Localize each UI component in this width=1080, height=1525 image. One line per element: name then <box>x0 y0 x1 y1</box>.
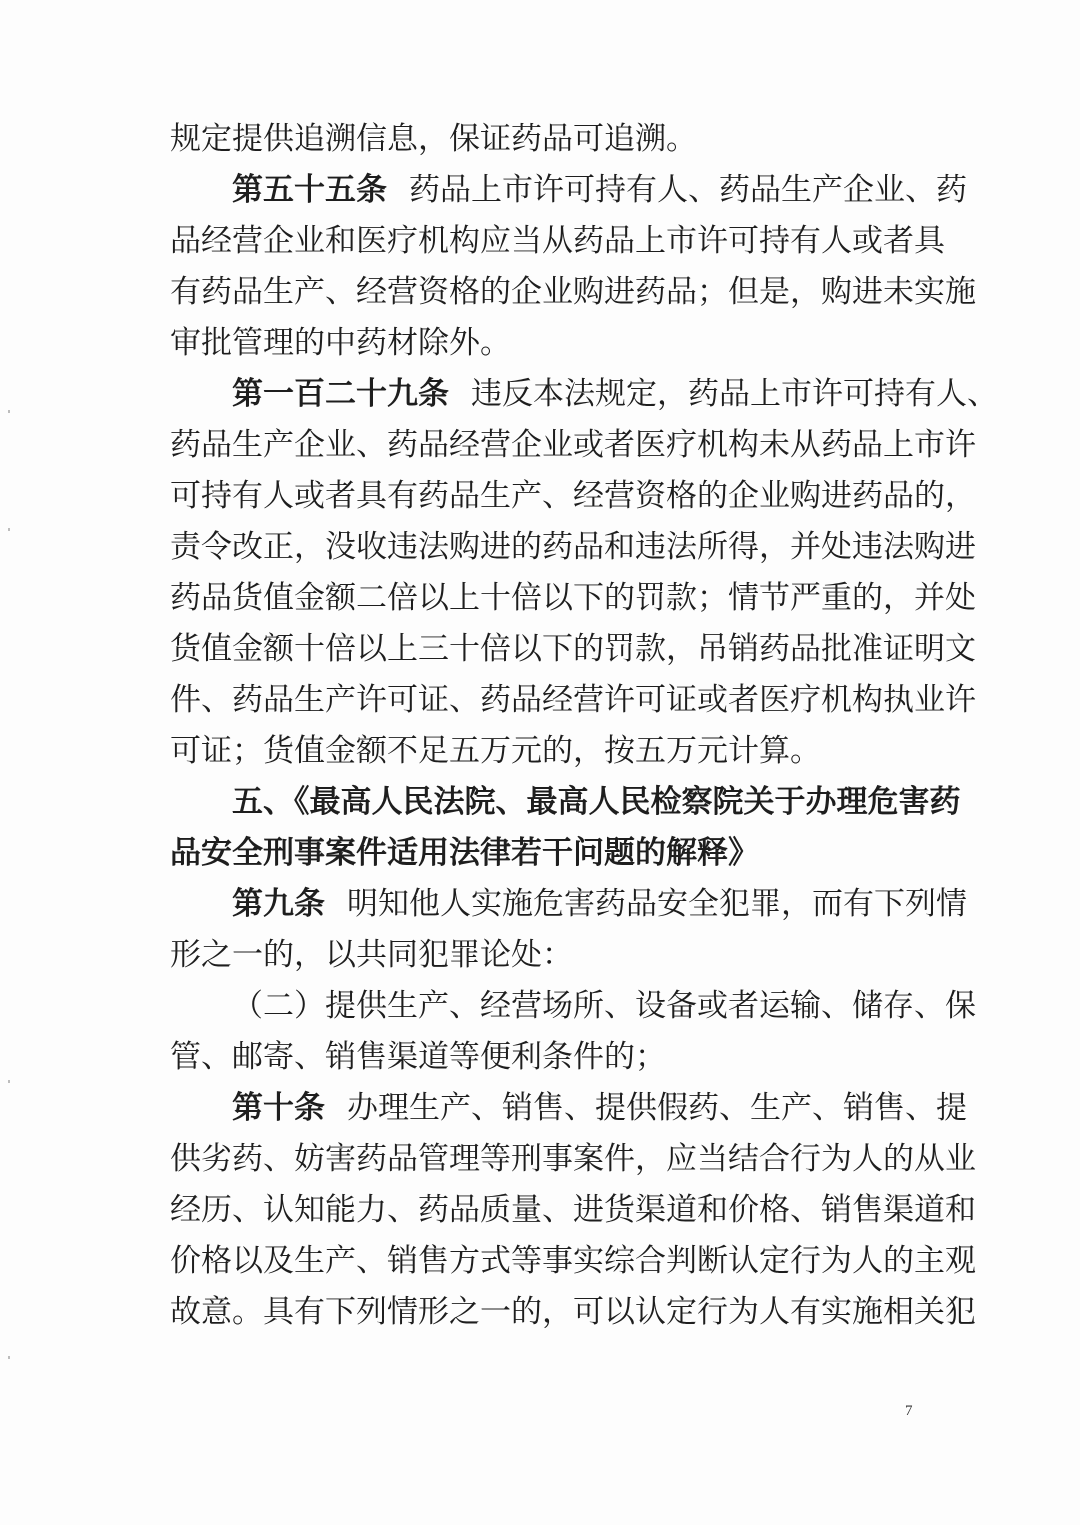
heading-line: 五、《最高人民法院、最高人民检察院关于办理危害药 <box>232 784 961 820</box>
text-line: 故意。具有下列情形之一的，可以认定行为人有实施相关犯 <box>170 1294 976 1330</box>
text-line: 药品货值金额二倍以上十倍以下的罚款；情节严重的，并处 <box>170 580 976 616</box>
text-line: 管、邮寄、销售渠道等便利条件的； <box>170 1039 666 1075</box>
text-line <box>170 369 998 420</box>
article-label: 第五十五条 <box>232 172 387 208</box>
document-body <box>170 114 998 1338</box>
article-text: 药品上市许可持有人、药品生产企业、药 <box>409 172 967 208</box>
text-line: 规定提供追溯信息，保证药品可追溯。 <box>170 121 697 157</box>
margin-mark <box>8 1356 10 1359</box>
text-line: 可持有人或者具有药品生产、经营资格的企业购进药品的， <box>170 478 976 514</box>
margin-mark <box>8 1080 10 1083</box>
heading-line: 品安全刑事案件适用法律若干问题的解释》 <box>170 835 759 871</box>
paragraph-continuation <box>170 114 922 165</box>
text-line: （二）提供生产、经营场所、设备或者运输、储存、保 <box>232 988 976 1024</box>
text-line: 经历、认知能力、药品质量、进货渠道和价格、销售渠道和 <box>170 1192 976 1228</box>
text-line: 审批管理的中药材除外。 <box>170 325 511 361</box>
paragraph-item-2 <box>170 981 976 1083</box>
text-line: 件、药品生产许可证、药品经营许可证或者医疗机构执业许 <box>170 682 976 718</box>
text-line: 可证；货值金额不足五万元的，按五万元计算。 <box>170 733 821 769</box>
text-line: 价格以及生产、销售方式等事实综合判断认定行为人的主观 <box>170 1243 976 1279</box>
article-text: 违反本法规定，药品上市许可持有人、 <box>471 376 998 412</box>
paragraph-article-55 <box>170 165 976 369</box>
paragraph-article-9 <box>170 879 967 981</box>
text-line: 货值金额十倍以上三十倍以下的罚款，吊销药品批准证明文 <box>170 631 976 667</box>
paragraph-article-129 <box>170 369 998 777</box>
margin-mark <box>8 410 10 413</box>
article-text: 明知他人实施危害药品安全犯罪，而有下列情 <box>347 886 967 922</box>
article-text: 办理生产、销售、提供假药、生产、销售、提 <box>347 1090 967 1126</box>
article-label: 第十条 <box>232 1090 325 1126</box>
page-number: 7 <box>905 1403 913 1419</box>
text-line <box>170 1083 967 1134</box>
article-label: 第九条 <box>232 886 325 922</box>
text-line <box>170 879 967 930</box>
text-line: 形之一的，以共同犯罪论处： <box>170 937 573 973</box>
margin-mark <box>8 528 10 531</box>
text-line: 品经营企业和医疗机构应当从药品上市许可持有人或者具 <box>170 223 945 259</box>
text-line <box>170 165 967 216</box>
paragraph-article-10 <box>170 1083 976 1338</box>
text-line: 有药品生产、经营资格的企业购进药品；但是，购进未实施 <box>170 274 976 310</box>
section-heading <box>170 777 961 879</box>
text-line: 责令改正，没收违法购进的药品和违法所得，并处违法购进 <box>170 529 976 565</box>
text-line: 供劣药、妨害药品管理等刑事案件，应当结合行为人的从业 <box>170 1141 976 1177</box>
text-line: 药品生产企业、药品经营企业或者医疗机构未从药品上市许 <box>170 427 976 463</box>
article-label: 第一百二十九条 <box>232 376 449 412</box>
